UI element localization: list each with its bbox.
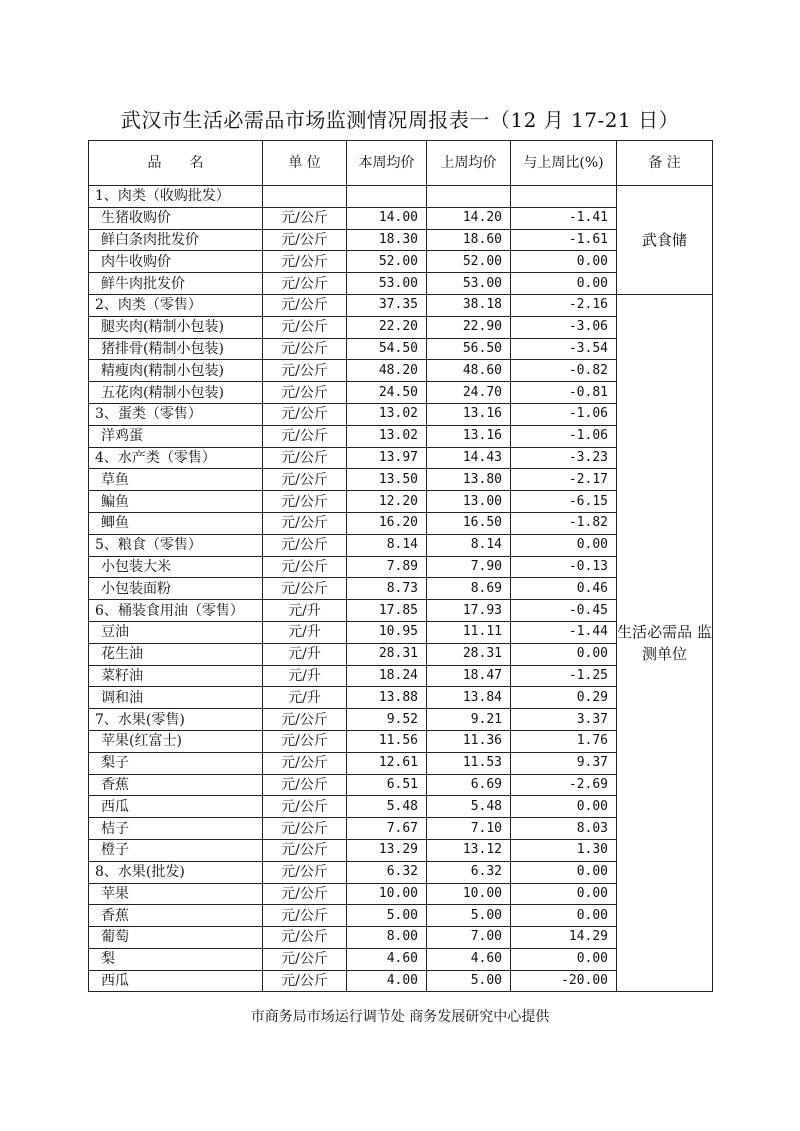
table-header-row — [89, 141, 713, 186]
cell-last-week: 22.90 — [427, 316, 511, 338]
cell-change: -3.54 — [511, 338, 617, 360]
cell-name: 7、水果(零售) — [89, 709, 263, 731]
cell-unit: 元/公斤 — [263, 425, 347, 447]
cell-name: 调和油 — [89, 687, 263, 709]
cell-last-week: 38.18 — [427, 294, 511, 316]
cell-change: -3.23 — [511, 447, 617, 469]
header-change: 与上周比(%) — [511, 141, 617, 186]
cell-this-week: 37.35 — [347, 294, 427, 316]
cell-name: 鳊鱼 — [89, 491, 263, 513]
cell-this-week: 22.20 — [347, 316, 427, 338]
cell-this-week: 10.95 — [347, 621, 427, 643]
footer-source: 市商务局市场运行调节处 商务发展研究中心提供 — [250, 1009, 550, 1025]
cell-name: 花生油 — [89, 643, 263, 665]
cell-last-week: 7.10 — [427, 818, 511, 840]
cell-unit: 元/公斤 — [263, 556, 347, 578]
cell-name: 生猪收购价 — [89, 207, 263, 229]
cell-name: 8、水果(批发) — [89, 861, 263, 883]
cell-last-week: 13.00 — [427, 491, 511, 513]
cell-change: 14.29 — [511, 927, 617, 949]
cell-this-week: 4.60 — [347, 948, 427, 970]
cell-change: 0.00 — [511, 534, 617, 556]
cell-last-week: 52.00 — [427, 251, 511, 273]
cell-name: 猪排骨(精制小包装) — [89, 338, 263, 360]
cell-this-week: 13.29 — [347, 839, 427, 861]
cell-this-week: 18.30 — [347, 229, 427, 251]
cell-last-week: 16.50 — [427, 512, 511, 534]
cell-change: 9.37 — [511, 752, 617, 774]
cell-this-week: 14.00 — [347, 207, 427, 229]
cell-last-week: 4.60 — [427, 948, 511, 970]
cell-change: -1.82 — [511, 512, 617, 534]
cell-this-week: 5.00 — [347, 905, 427, 927]
header-remark: 备 注 — [617, 141, 713, 186]
cell-unit: 元/公斤 — [263, 316, 347, 338]
cell-change: -0.82 — [511, 360, 617, 382]
cell-name: 5、粮食（零售） — [89, 534, 263, 556]
cell-unit: 元/公斤 — [263, 251, 347, 273]
cell-name: 梨子 — [89, 752, 263, 774]
cell-unit: 元/公斤 — [263, 469, 347, 491]
cell-this-week — [347, 186, 427, 208]
cell-unit: 元/升 — [263, 665, 347, 687]
cell-name: 葡萄 — [89, 927, 263, 949]
cell-name: 4、水产类（零售） — [89, 447, 263, 469]
cell-change: -2.69 — [511, 774, 617, 796]
cell-unit: 元/公斤 — [263, 273, 347, 295]
cell-last-week: 18.47 — [427, 665, 511, 687]
cell-name: 6、桶装食用油（零售） — [89, 600, 263, 622]
cell-this-week: 13.50 — [347, 469, 427, 491]
cell-this-week: 16.20 — [347, 512, 427, 534]
cell-last-week: 5.00 — [427, 905, 511, 927]
cell-change: -2.16 — [511, 294, 617, 316]
cell-unit: 元/公斤 — [263, 774, 347, 796]
cell-unit: 元/公斤 — [263, 752, 347, 774]
cell-this-week: 10.00 — [347, 883, 427, 905]
cell-name: 小包装面粉 — [89, 578, 263, 600]
cell-this-week: 12.20 — [347, 491, 427, 513]
cell-name: 桔子 — [89, 818, 263, 840]
cell-name: 苹果 — [89, 883, 263, 905]
cell-unit: 元/公斤 — [263, 578, 347, 600]
cell-name: 2、肉类（零售） — [89, 294, 263, 316]
cell-unit: 元/公斤 — [263, 534, 347, 556]
cell-this-week: 28.31 — [347, 643, 427, 665]
cell-name: 香蕉 — [89, 905, 263, 927]
cell-last-week: 17.93 — [427, 600, 511, 622]
cell-change: 3.37 — [511, 709, 617, 731]
cell-change: 0.00 — [511, 251, 617, 273]
cell-name: 香蕉 — [89, 774, 263, 796]
cell-last-week: 56.50 — [427, 338, 511, 360]
cell-unit: 元/升 — [263, 687, 347, 709]
cell-this-week: 52.00 — [347, 251, 427, 273]
cell-change: -0.45 — [511, 600, 617, 622]
cell-last-week: 11.36 — [427, 730, 511, 752]
cell-unit: 元/公斤 — [263, 294, 347, 316]
cell-last-week: 48.60 — [427, 360, 511, 382]
table-row — [89, 186, 713, 208]
cell-last-week: 24.70 — [427, 382, 511, 404]
cell-name: 西瓜 — [89, 796, 263, 818]
cell-unit: 元/公斤 — [263, 338, 347, 360]
cell-change: 0.00 — [511, 643, 617, 665]
cell-change: 0.46 — [511, 578, 617, 600]
cell-last-week: 10.00 — [427, 883, 511, 905]
header-unit: 单 位 — [263, 141, 347, 186]
cell-this-week: 18.24 — [347, 665, 427, 687]
cell-this-week: 5.48 — [347, 796, 427, 818]
cell-last-week: 13.80 — [427, 469, 511, 491]
cell-unit: 元/升 — [263, 621, 347, 643]
cell-this-week: 7.89 — [347, 556, 427, 578]
cell-this-week: 8.00 — [347, 927, 427, 949]
cell-unit: 元/公斤 — [263, 709, 347, 731]
cell-last-week: 14.43 — [427, 447, 511, 469]
cell-change: 0.29 — [511, 687, 617, 709]
cell-last-week: 8.69 — [427, 578, 511, 600]
cell-unit: 元/公斤 — [263, 796, 347, 818]
header-last-week: 上周均价 — [427, 141, 511, 186]
cell-last-week: 13.12 — [427, 839, 511, 861]
cell-change: 1.30 — [511, 839, 617, 861]
cell-unit: 元/公斤 — [263, 861, 347, 883]
cell-last-week: 14.20 — [427, 207, 511, 229]
cell-last-week: 9.21 — [427, 709, 511, 731]
cell-unit: 元/公斤 — [263, 382, 347, 404]
cell-change: 0.00 — [511, 905, 617, 927]
remark-cell: 武食储 — [617, 186, 713, 295]
cell-this-week: 13.02 — [347, 403, 427, 425]
cell-change: -1.06 — [511, 425, 617, 447]
cell-this-week: 48.20 — [347, 360, 427, 382]
cell-last-week: 18.60 — [427, 229, 511, 251]
cell-unit: 元/公斤 — [263, 360, 347, 382]
cell-name: 鲫鱼 — [89, 512, 263, 534]
cell-unit: 元/公斤 — [263, 207, 347, 229]
cell-last-week: 6.69 — [427, 774, 511, 796]
cell-change: 1.76 — [511, 730, 617, 752]
cell-last-week: 53.00 — [427, 273, 511, 295]
cell-this-week: 8.73 — [347, 578, 427, 600]
cell-this-week: 12.61 — [347, 752, 427, 774]
cell-this-week: 13.88 — [347, 687, 427, 709]
cell-change: -0.81 — [511, 382, 617, 404]
cell-this-week: 6.51 — [347, 774, 427, 796]
cell-unit: 元/升 — [263, 600, 347, 622]
cell-unit: 元/公斤 — [263, 927, 347, 949]
cell-last-week: 7.90 — [427, 556, 511, 578]
cell-this-week: 9.52 — [347, 709, 427, 731]
cell-name: 鲜牛肉批发价 — [89, 273, 263, 295]
cell-last-week: 5.48 — [427, 796, 511, 818]
cell-change: 0.00 — [511, 796, 617, 818]
cell-name: 菜籽油 — [89, 665, 263, 687]
cell-last-week: 11.11 — [427, 621, 511, 643]
cell-name: 精瘦肉(精制小包装) — [89, 360, 263, 382]
cell-this-week: 6.32 — [347, 861, 427, 883]
cell-name: 五花肉(精制小包装) — [89, 382, 263, 404]
cell-name: 苹果(红富士) — [89, 730, 263, 752]
cell-last-week: 13.16 — [427, 403, 511, 425]
cell-unit: 元/公斤 — [263, 818, 347, 840]
cell-change: -1.41 — [511, 207, 617, 229]
cell-last-week: 13.16 — [427, 425, 511, 447]
cell-change: -20.00 — [511, 970, 617, 992]
cell-last-week: 8.14 — [427, 534, 511, 556]
cell-unit: 元/公斤 — [263, 839, 347, 861]
cell-this-week: 53.00 — [347, 273, 427, 295]
cell-unit: 元/公斤 — [263, 403, 347, 425]
cell-last-week: 11.53 — [427, 752, 511, 774]
cell-this-week: 7.67 — [347, 818, 427, 840]
table-row — [89, 294, 713, 316]
cell-change: -0.13 — [511, 556, 617, 578]
cell-this-week: 8.14 — [347, 534, 427, 556]
cell-change: -2.17 — [511, 469, 617, 491]
cell-unit: 元/公斤 — [263, 970, 347, 992]
cell-this-week: 13.97 — [347, 447, 427, 469]
cell-name: 1、肉类（收购批发） — [89, 186, 263, 208]
cell-last-week: 6.32 — [427, 861, 511, 883]
cell-this-week: 24.50 — [347, 382, 427, 404]
cell-name: 3、蛋类（零售） — [89, 403, 263, 425]
page-title: 武汉市生活必需品市场监测情况周报表一（12 月 17-21 日） — [120, 108, 680, 132]
header-name: 品 名 — [89, 141, 263, 186]
cell-unit: 元/公斤 — [263, 883, 347, 905]
cell-name: 腿夹肉(精制小包装) — [89, 316, 263, 338]
cell-unit: 元/公斤 — [263, 730, 347, 752]
cell-name: 橙子 — [89, 839, 263, 861]
cell-unit: 元/公斤 — [263, 948, 347, 970]
cell-name: 小包装大米 — [89, 556, 263, 578]
cell-unit: 元/公斤 — [263, 491, 347, 513]
cell-name: 西瓜 — [89, 970, 263, 992]
cell-unit: 元/公斤 — [263, 229, 347, 251]
cell-change — [511, 186, 617, 208]
cell-change: 0.00 — [511, 948, 617, 970]
header-this-week: 本周均价 — [347, 141, 427, 186]
cell-last-week: 13.84 — [427, 687, 511, 709]
cell-change: -1.06 — [511, 403, 617, 425]
cell-change: -1.44 — [511, 621, 617, 643]
cell-this-week: 13.02 — [347, 425, 427, 447]
cell-this-week: 4.00 — [347, 970, 427, 992]
remark-cell: 生活必需品 监测单位 — [617, 294, 713, 992]
cell-this-week: 54.50 — [347, 338, 427, 360]
cell-unit — [263, 186, 347, 208]
cell-last-week — [427, 186, 511, 208]
cell-unit: 元/公斤 — [263, 447, 347, 469]
cell-name: 肉牛收购价 — [89, 251, 263, 273]
cell-name: 梨 — [89, 948, 263, 970]
cell-name: 草鱼 — [89, 469, 263, 491]
cell-name: 洋鸡蛋 — [89, 425, 263, 447]
cell-last-week: 7.00 — [427, 927, 511, 949]
cell-name: 鲜白条肉批发价 — [89, 229, 263, 251]
cell-change: 0.00 — [511, 273, 617, 295]
cell-unit: 元/公斤 — [263, 905, 347, 927]
cell-change: -1.25 — [511, 665, 617, 687]
cell-change: 8.03 — [511, 818, 617, 840]
cell-last-week: 28.31 — [427, 643, 511, 665]
cell-unit: 元/升 — [263, 643, 347, 665]
cell-last-week: 5.00 — [427, 970, 511, 992]
cell-name: 豆油 — [89, 621, 263, 643]
cell-unit: 元/公斤 — [263, 512, 347, 534]
cell-this-week: 17.85 — [347, 600, 427, 622]
cell-change: -3.06 — [511, 316, 617, 338]
cell-change: 0.00 — [511, 883, 617, 905]
cell-change: 0.00 — [511, 861, 617, 883]
cell-change: -6.15 — [511, 491, 617, 513]
price-report-table — [88, 140, 713, 992]
cell-this-week: 11.56 — [347, 730, 427, 752]
cell-change: -1.61 — [511, 229, 617, 251]
